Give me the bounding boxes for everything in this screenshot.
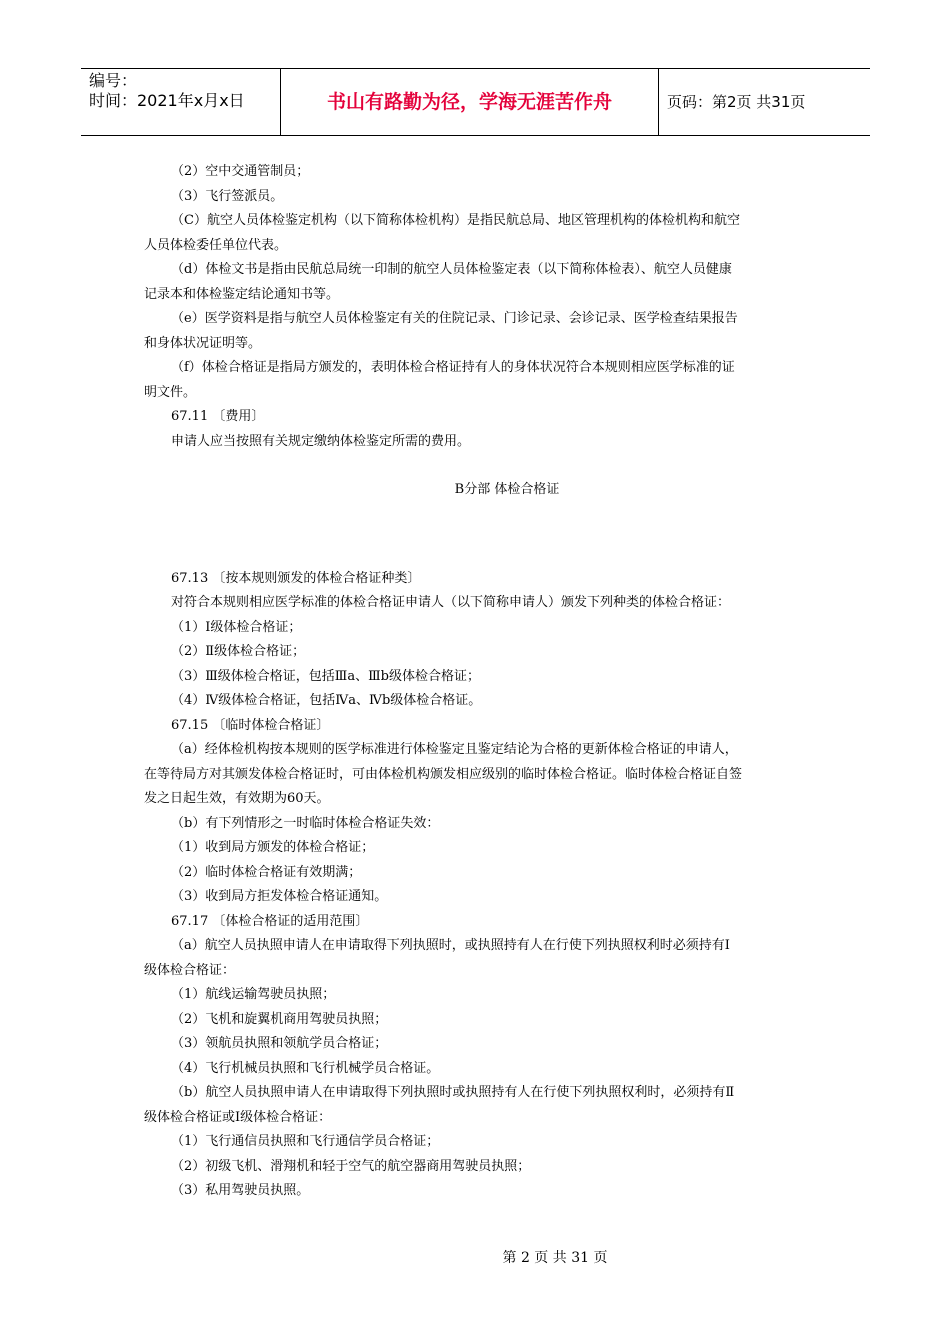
text-line: （2）临时体检合格证有效期满； (171, 864, 362, 880)
text-line: （a）航空人员执照申请人在申请取得下列执照时，或执照持有人在行使下列执照权利时必须持有Ⅰ (171, 938, 730, 953)
text-line: （b）有下列情形之一时临时体检合格证失效： (171, 815, 440, 831)
text-line: （1）航线运输驾驶员执照； (171, 987, 336, 1002)
text-line: （b）航空人员执照申请人在申请取得下列执照时或执照持有人在行使下列执照权利时，必须持有Ⅱ (171, 1085, 735, 1100)
text-line: （4）飞行机械员执照和飞行机械学员合格证。 (171, 1060, 440, 1076)
text-line: 人员体检委任单位代表。 (144, 237, 288, 253)
text-line: （e）医学资料是指与航空人员体检鉴定有关的住院记录、门诊记录、会诊记录、医学检查结果报告 (171, 311, 738, 326)
text-line: （2）飞机和旋翼机商用驾驶员执照； (171, 1011, 388, 1027)
text-line: （3）Ⅲ级体检合格证，包括Ⅲa、Ⅲb级体检合格证； (171, 668, 480, 684)
text-line: 级体检合格证： (144, 962, 236, 978)
document-header (81, 68, 870, 136)
text-line: （1）飞行通信员执照和飞行通信学员合格证； (171, 1134, 440, 1149)
document-body (144, 160, 810, 1204)
text-line: （f）体检合格证是指局方颁发的，表明体检合格证持有人的身体状况符合本规则相应医学标准的证 (171, 360, 735, 375)
text-line: 明文件。 (144, 384, 197, 400)
section-heading: 67.11 〔费用〕 (171, 409, 265, 424)
section-heading: 67.17 〔体检合格证的适用范围〕 (171, 913, 369, 929)
document-number-label: 编号： (89, 71, 138, 90)
page-footer: 第 2 页 共 31 页 (502, 1250, 608, 1266)
text-line: （4）Ⅳ级体检合格证，包括Ⅳa、Ⅳb级体检合格证。 (171, 693, 482, 708)
text-line: 记录本和体检鉴定结论通知书等。 (144, 286, 340, 302)
text-line: 申请人应当按照有关规定缴纳体检鉴定所需的费用。 (171, 433, 471, 449)
text-line: （3）私用驾驶员执照。 (171, 1183, 310, 1198)
text-line: （3）飞行签派员。 (171, 188, 284, 204)
header-meta (81, 69, 281, 135)
text-line: （1）Ⅰ级体检合格证； (171, 619, 302, 635)
text-line: 发之日起生效，有效期为60天。 (144, 791, 330, 806)
text-line: 对符合本规则相应医学标准的体检合格证申请人（以下简称申请人）颁发下列种类的体检合格证： (171, 595, 731, 610)
section-heading: 67.13 〔按本规则颁发的体检合格证种类〕 (171, 570, 421, 586)
text-line: （1）收到局方颁发的体检合格证； (171, 840, 375, 855)
subpart-title: B分部 体检合格证 (454, 482, 560, 497)
section-heading: 67.15 〔临时体检合格证〕 (171, 717, 330, 733)
text-line: （3）领航员执照和领航学员合格证； (171, 1036, 388, 1051)
text-line: （C）航空人员体检鉴定机构（以下简称体检机构）是指民航总局、地区管理机构的体检机构和航空 (171, 213, 740, 228)
header-motto: 书山有路勤为径，学海无涯苦作舟 (281, 69, 659, 135)
text-line: 在等待局方对其颁发体检合格证时，可由体检机构颁发相应级别的临时体检合格证。临时体检合格证自签 (144, 766, 743, 782)
document-time-label: 时间：2021年x月x日 (89, 91, 245, 110)
text-line: （3）收到局方拒发体检合格证通知。 (171, 889, 388, 904)
header-page-number: 页码：第2页 共31页 (667, 93, 806, 111)
text-line: （d）体检文书是指由民航总局统一印制的航空人员体检鉴定表（以下简称体检表）、航空人员健康 (171, 262, 732, 277)
text-line: （2）空中交通管制员； (171, 164, 310, 179)
text-line: 和身体状况证明等。 (144, 335, 262, 351)
text-line: （2）初级飞机、滑翔机和轻于空气的航空器商用驾驶员执照； (171, 1158, 531, 1174)
text-line: （a）经体检机构按本规则的医学标准进行体检鉴定且鉴定结论为合格的更新体检合格证的申请人， (171, 742, 738, 757)
text-line: 级体检合格证或Ⅰ级体检合格证： (144, 1109, 332, 1125)
text-line: （2）Ⅱ级体检合格证； (171, 644, 306, 659)
